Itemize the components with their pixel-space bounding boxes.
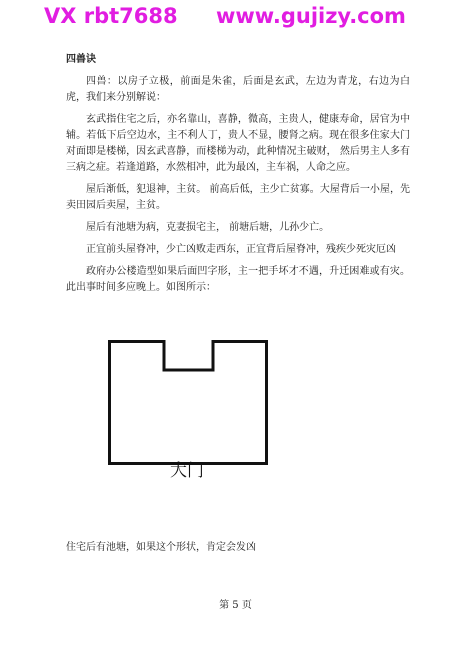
paragraph-pond: 屋后有池塘为病，克妻损宅主， 前塘后塘，儿孙少亡。 <box>86 222 330 233</box>
door-label: 大门 <box>170 461 204 481</box>
paragraph-ridge: 正宜前头屋脊冲，少亡凶败走西东，正宜背后屋脊冲，残疾少死灾厄凶 <box>86 244 396 255</box>
paragraph-intro: 四兽：以房子立极，前面是朱雀，后面是玄武，左边为青龙，右边为白虎，我们来分别解说： <box>66 76 410 103</box>
building-diagram <box>108 340 268 465</box>
page-number: 第 5 页 <box>219 600 252 611</box>
concave-building-outline <box>108 340 268 465</box>
document-body <box>66 52 410 302</box>
paragraph-office: 政府办公楼造型如果后面凹字形，主一把手坏才不遇，升迁困难或有灾。此出事时间多应晚上。如图所示： <box>66 266 410 293</box>
paragraph-low-back: 屋后渐低，犯退神，主贫。 前高后低，主少亡贫寡。大屋背后一小屋，先卖田园后卖屋，主贫。 <box>66 184 410 211</box>
diagram-caption: 住宅后有池塘，如果这个形状，肯定会发凶 <box>66 542 256 553</box>
section-title: 四兽诀 <box>66 54 96 65</box>
paragraph-xuanwu: 玄武指住宅之后，亦名靠山，喜静，微高，主贵人，健康寿命，居官为中辅。若低下后空边水，主不利人丁，贵人不显，腰肾之病。现在很多住家大门对面即是楼梯，因玄武喜静，而楼梯为动，此种情况主破财， 然后男主人多有三病之症。若逢道路，水然相冲，此为最凶，主车祸，人命之应。 <box>66 114 410 173</box>
watermark-url: www.gujizy.com <box>216 4 406 28</box>
watermark-vx: VX rbt7688 <box>44 4 178 28</box>
